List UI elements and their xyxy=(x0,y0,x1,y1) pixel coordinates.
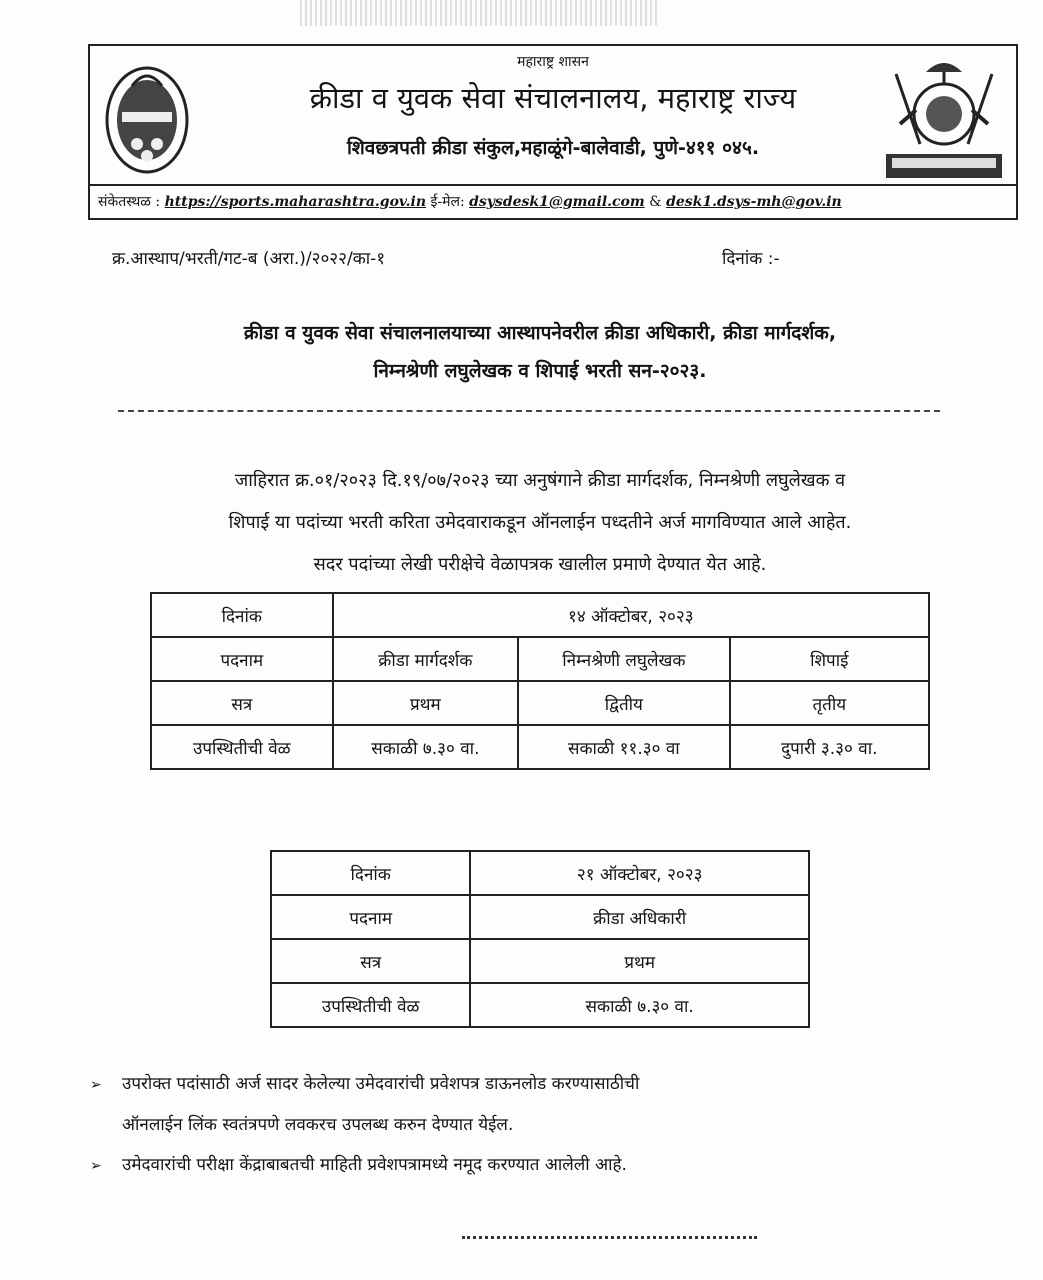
body-line-2: शिपाई या पदांच्या भरती करिता उमेदवाराकडून ऑनलाईन पध्दतीने अर्ज मागविण्यात आले आहेत. xyxy=(228,512,852,533)
table-row xyxy=(151,725,929,769)
table-cell: पदनाम xyxy=(271,895,470,939)
contact-bar xyxy=(88,186,1018,220)
table-cell: सत्र xyxy=(271,939,470,983)
table-row xyxy=(271,983,809,1027)
body-paragraph xyxy=(70,460,1010,586)
subject xyxy=(60,314,1020,390)
website-label: संकेतस्थळ : xyxy=(98,194,161,210)
government-seal-icon xyxy=(882,54,1006,182)
table-cell: २१ ऑक्टोबर, २०२३ xyxy=(470,851,809,895)
schedule-table-1 xyxy=(150,592,930,770)
table-cell: तृतीय xyxy=(730,681,929,725)
table-cell: सकाळी ११.३० वा xyxy=(518,725,729,769)
table-cell: सकाळी ७.३० वा. xyxy=(470,983,809,1027)
note-2: उमेदवारांची परीक्षा केंद्राबाबतची माहिती प्रवेशपत्रामध्ये नमूद करण्यात आलेली आहे. xyxy=(122,1155,627,1175)
body-line-3: सदर पदांच्या लेखी परीक्षेचे वेळापत्रक खालील प्रमाणे देण्यात येत आहे. xyxy=(313,554,767,575)
office-name: क्रीडा व युवक सेवा संचालनालय, महाराष्ट्र राज्य xyxy=(309,81,797,115)
table-row xyxy=(151,681,929,725)
email-label: ई-मेल: xyxy=(430,194,465,210)
list-item xyxy=(90,1064,990,1105)
subject-line-2: निम्नश्रेणी लघुलेखक व शिपाई भरती सन-२०२३. xyxy=(373,360,707,382)
table-row xyxy=(151,593,929,637)
note-1-line-1: उपरोक्त पदांसाठी अर्ज सादर केलेल्या उमेदवारांची प्रवेशपत्र डाऊनलोड करण्यासाठीची xyxy=(122,1074,640,1094)
table-cell: द्वितीय xyxy=(518,681,729,725)
table-cell: दुपारी ३.३० वा. xyxy=(730,725,929,769)
date-label: दिनांक :- xyxy=(722,249,780,269)
website-link[interactable]: https://sports.maharashtra.gov.in xyxy=(164,194,427,210)
table-row xyxy=(271,851,809,895)
list-item xyxy=(90,1145,990,1186)
table-row xyxy=(151,637,929,681)
email-link-1[interactable]: dsysdesk1@gmail.com xyxy=(469,194,645,210)
government-name: महाराष्ट्र शासन xyxy=(517,54,589,70)
end-divider xyxy=(462,1236,757,1239)
office-address: शिवछत्रपती क्रीडा संकुल,महाळूंगे-बालेवाडी, पुणे-४११ ०४५. xyxy=(346,137,760,159)
table-cell: प्रथम xyxy=(470,939,809,983)
scan-noise xyxy=(300,0,660,26)
table-cell: सत्र xyxy=(151,681,333,725)
notes-list xyxy=(90,1064,990,1186)
table-cell: उपस्थितीची वेळ xyxy=(271,983,470,1027)
table-cell: दिनांक xyxy=(151,593,333,637)
table-cell: प्रथम xyxy=(333,681,519,725)
email-link-2[interactable]: desk1.dsys-mh@gov.in xyxy=(666,194,842,210)
table-cell: क्रीडा अधिकारी xyxy=(470,895,809,939)
bullet-arrow-icon: ➢ xyxy=(90,1158,102,1174)
table-row xyxy=(271,895,809,939)
table-cell: शिपाई xyxy=(730,637,929,681)
table-cell: उपस्थितीची वेळ xyxy=(151,725,333,769)
table-cell: निम्नश्रेणी लघुलेखक xyxy=(518,637,729,681)
email-separator: & xyxy=(649,194,662,210)
bullet-arrow-icon: ➢ xyxy=(90,1077,102,1093)
table-cell: क्रीडा मार्गदर्शक xyxy=(333,637,519,681)
note-1-line-2: ऑनलाईन लिंक स्वतंत्रपणे लवकरच उपलब्ध करुन देण्यात येईल. xyxy=(122,1115,514,1135)
table-cell: दिनांक xyxy=(271,851,470,895)
letterhead xyxy=(88,44,1018,186)
reference-number: क्र.आस्थाप/भरती/गट-ब (अरा.)/२०२२/का-१ xyxy=(112,249,386,269)
table-cell: १४ ऑक्टोबर, २०२३ xyxy=(333,593,929,637)
divider xyxy=(118,410,940,412)
table-row xyxy=(271,939,809,983)
table-cell: पदनाम xyxy=(151,637,333,681)
subject-line-1: क्रीडा व युवक सेवा संचालनालयाच्या आस्थापनेवरील क्रीडा अधिकारी, क्रीडा मार्गदर्शक, xyxy=(243,322,837,344)
schedule-table-2 xyxy=(270,850,810,1028)
body-line-1: जाहिरात क्र.०१/२०२३ दि.१९/०७/२०२३ च्या अनुषंगाने क्रीडा मार्गदर्शक, निम्नश्रेणी लघुलेखक व xyxy=(234,470,846,491)
table-cell: सकाळी ७.३० वा. xyxy=(333,725,519,769)
